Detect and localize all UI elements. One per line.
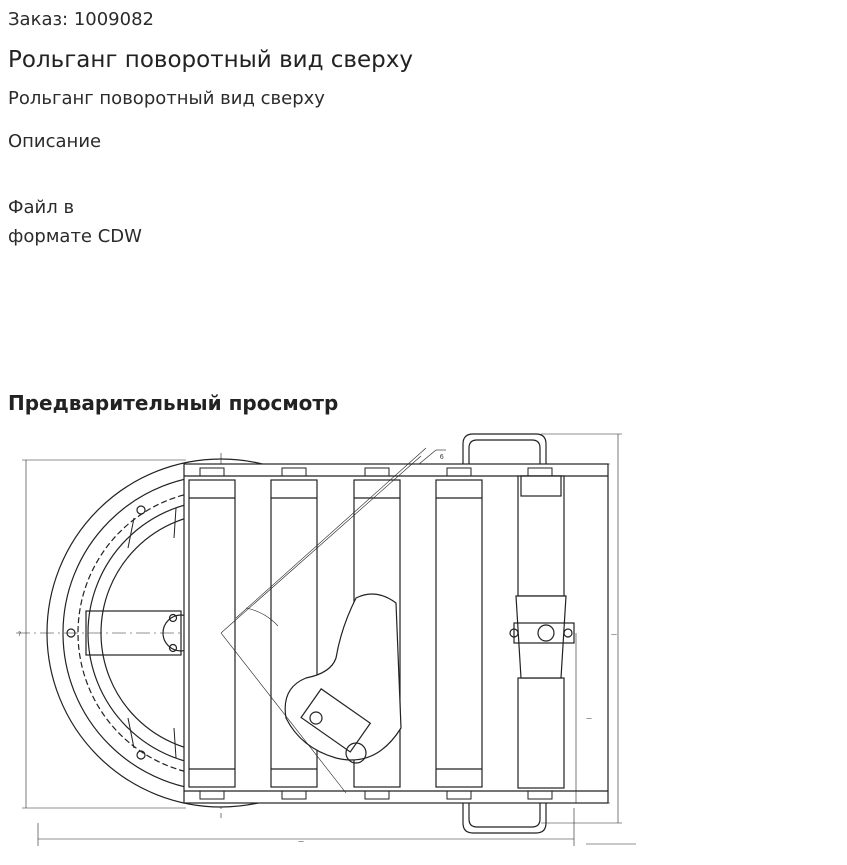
preview-drawing	[16, 428, 642, 858]
svg-text:—: —	[298, 838, 304, 845]
file-link-line2: формате CDW	[8, 226, 142, 247]
svg-text:б: б	[440, 454, 444, 461]
svg-text:—: —	[586, 715, 592, 722]
description-label: Описание	[8, 131, 102, 152]
page-title: Рольганг поворотный вид сверху	[8, 47, 413, 73]
svg-text:—: —	[611, 631, 617, 638]
cdw-file-link[interactable]	[8, 193, 168, 251]
product-subtitle: Рольганг поворотный вид сверху	[8, 88, 325, 109]
preview-heading: Предварительный просмотр	[8, 391, 339, 415]
file-link-line1: Файл в	[8, 197, 75, 218]
order-number: Заказ: 1009082	[8, 9, 154, 30]
svg-text:?: ?	[18, 631, 22, 638]
